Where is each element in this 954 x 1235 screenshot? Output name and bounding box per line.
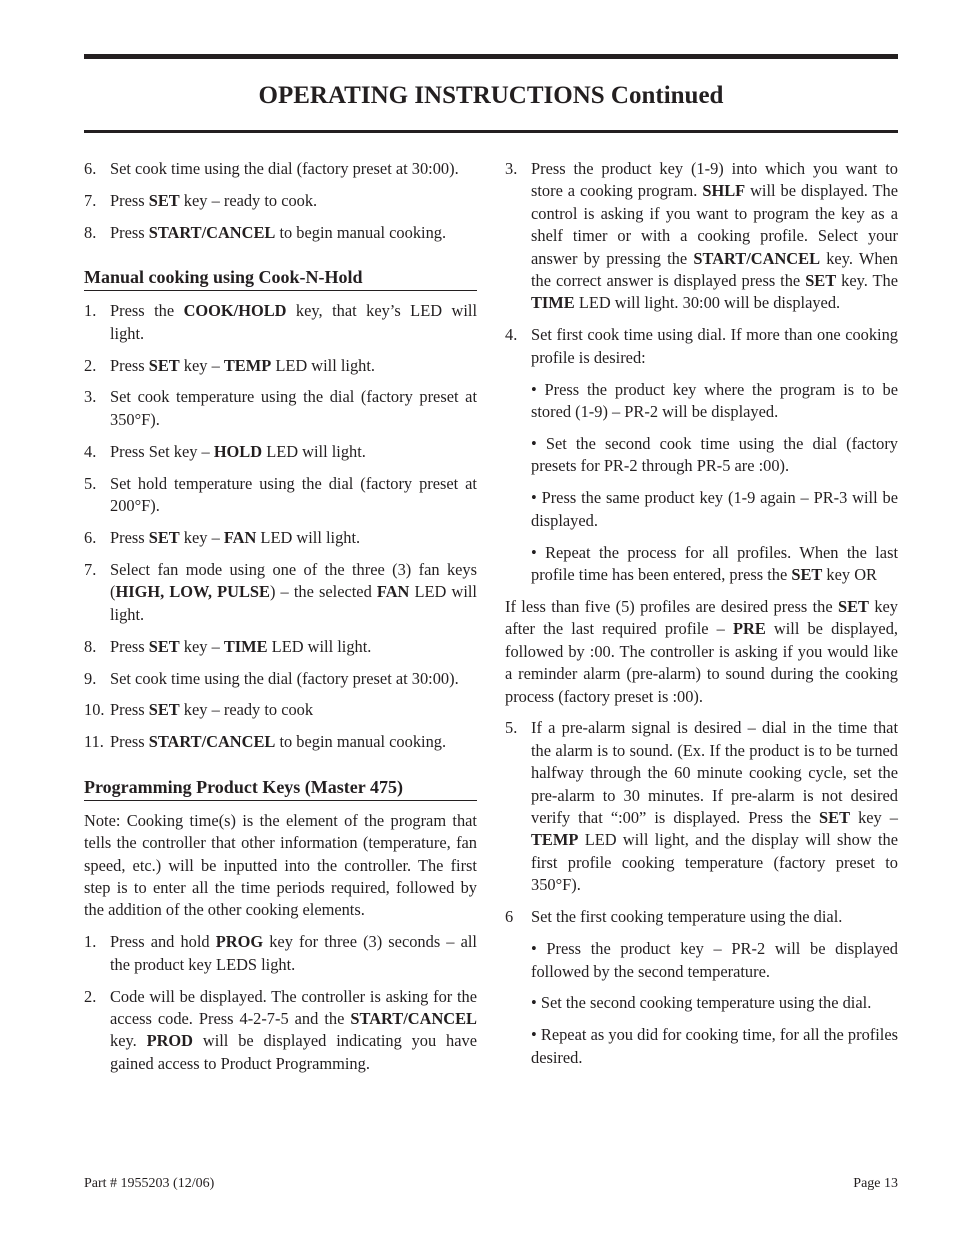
pre-alarm-paragraph xyxy=(505,596,898,708)
text-run: LED will light. xyxy=(271,355,376,375)
bold-term: HIGH, LOW, PULSE xyxy=(115,582,270,602)
item-number: 3. xyxy=(84,387,97,407)
text-run: • Set the second cook time using the dial (factory presets for PR-2 through PR-5 are :00). xyxy=(531,433,898,476)
item-number: 6 xyxy=(505,907,514,927)
text-run: ) – the selected xyxy=(269,582,377,602)
item-number: 9. xyxy=(84,668,97,688)
text-run: Set cook temperature using the dial (factory preset at 350°F). xyxy=(110,387,477,429)
right-column xyxy=(505,158,898,1079)
footer-page-number: Page 13 xyxy=(853,1176,898,1191)
list-item xyxy=(84,668,477,690)
item-number: 2. xyxy=(84,986,97,1006)
list-item xyxy=(84,931,477,976)
text-run: Press xyxy=(110,222,149,242)
item-number: 8. xyxy=(84,636,97,656)
text-run: If a pre-alarm signal is desired – dial in the time that the alarm is to sound. (Ex. If the product is to be turned halfway through the 60 minute cooking cycle, set the pre-alarm to 30 minutes. If pre-alarm is not desired verify that “:00” is displayed. Press the xyxy=(531,718,898,828)
bold-term: SET xyxy=(819,808,851,828)
list-item xyxy=(84,355,477,377)
bullet-item xyxy=(531,379,898,424)
item-number: 10. xyxy=(84,700,105,720)
item-number: 3. xyxy=(505,159,518,178)
text-run: Set first cook time using dial. If more than one cooking profile is desired: xyxy=(531,325,898,367)
bold-term: TEMP xyxy=(531,830,579,850)
text-run: Press the xyxy=(110,301,184,321)
list-item xyxy=(84,527,477,549)
text-run: key – ready to cook xyxy=(179,700,314,720)
text-run: key – xyxy=(179,527,224,547)
text-run: Set cook time using the dial (factory preset at 30:00). xyxy=(110,159,459,178)
item-number: 7. xyxy=(84,559,97,579)
bold-term: SET xyxy=(148,527,180,547)
item-text xyxy=(110,699,477,721)
header-rule-bottom xyxy=(84,130,898,133)
bold-term: TEMP xyxy=(223,355,272,375)
list-item xyxy=(84,559,477,626)
list-item xyxy=(505,158,898,315)
bullet-item xyxy=(531,1024,898,1069)
list-item xyxy=(84,190,477,212)
list-item xyxy=(84,158,477,180)
text-run: key for three (3) seconds – all the product key LEDS light. xyxy=(110,932,477,974)
item-number: 5. xyxy=(505,718,518,738)
list-item xyxy=(84,386,477,431)
list-item xyxy=(505,324,898,369)
cook-n-hold-steps xyxy=(84,300,477,754)
text-run: key – xyxy=(850,808,898,828)
text-run: key. When the correct answer is displayed press the xyxy=(531,248,899,291)
section-heading-cook-n-hold: Manual cooking using Cook-N-Hold xyxy=(84,265,477,291)
text-run: key. xyxy=(110,1031,147,1051)
item-number: 11. xyxy=(84,732,104,752)
item-number: 1. xyxy=(84,301,97,321)
item-text xyxy=(531,324,898,369)
item-text xyxy=(110,731,477,753)
text-run: • Set the second cooking temperature using the dial. xyxy=(531,993,872,1013)
bold-term: SET xyxy=(805,271,837,291)
bullet-item xyxy=(531,992,898,1014)
item-number: 6. xyxy=(84,527,97,547)
bullet-item xyxy=(531,938,898,983)
bold-term: SET xyxy=(148,636,180,656)
bold-term: HOLD xyxy=(213,441,263,461)
programming-steps xyxy=(84,931,477,1075)
text-run: key – ready to cook. xyxy=(179,190,318,210)
bold-term: START/CANCEL xyxy=(693,248,821,268)
bold-term: START/CANCEL xyxy=(148,222,276,242)
item-text xyxy=(110,441,477,463)
item-text xyxy=(110,355,477,377)
item-text xyxy=(531,158,898,315)
text-run: will be displayed, followed by :00. The controller is asking if you would like a reminder alarm (pre-alarm) to sound during the cooking process (factory preset is :00). xyxy=(505,619,898,706)
item-number: 4. xyxy=(505,325,518,345)
item-number: 8. xyxy=(84,222,97,242)
text-run: key – xyxy=(179,355,224,375)
item-text xyxy=(110,386,477,431)
text-run: key. The xyxy=(836,271,898,291)
list-item xyxy=(84,300,477,345)
text-run: Press xyxy=(110,636,149,656)
bold-term: TIME xyxy=(223,636,268,656)
bold-term: SHLF xyxy=(702,181,746,201)
text-run: Press xyxy=(110,190,149,210)
text-run: LED will light. xyxy=(262,441,366,461)
item-text xyxy=(110,527,477,549)
programming-note: Note: Cooking time(s) is the element of the program that tells the controller that other information (temperature, fan speed, etc.) will be inputted into the controller. The first step is to enter all the time periods required, followed by the addition of the other cooking elements. xyxy=(84,810,477,920)
item-number: 4. xyxy=(84,441,97,461)
text-run: LED will light. xyxy=(256,527,361,547)
page-title: OPERATING INSTRUCTIONS Continued xyxy=(258,82,724,109)
bullet-item xyxy=(531,487,898,532)
text-run: LED will light, and the display will show the first profile cooking temperature (factory preset to 350°F). xyxy=(531,830,898,895)
footer-part-number: Part # 1955203 (12/06) xyxy=(84,1176,215,1191)
text-run: key after the last required profile – xyxy=(505,596,898,639)
item-text xyxy=(531,717,898,896)
bold-term: START/CANCEL xyxy=(148,732,276,752)
list-item xyxy=(84,731,477,753)
list-item xyxy=(505,717,898,896)
list-item xyxy=(84,441,477,463)
text-run: Set hold temperature using the dial (factory preset at 200°F). xyxy=(110,473,477,516)
text-run: Set cook time using the dial (factory preset at 30:00). xyxy=(110,668,459,688)
bold-term: PROG xyxy=(215,932,264,952)
text-run: Press and hold xyxy=(110,932,216,952)
item-text xyxy=(110,636,477,658)
text-run: LED will light. 30:00 will be displayed. xyxy=(574,293,841,313)
text-run: • Press the product key – PR-2 will be displayed followed by the second temperature. xyxy=(531,939,898,981)
text-run: Press Set key – xyxy=(110,441,214,461)
list-item xyxy=(84,636,477,658)
item-text xyxy=(110,190,477,212)
text-run: to begin manual cooking. xyxy=(275,732,447,752)
bold-term: PRE xyxy=(732,619,766,639)
text-run: Press xyxy=(110,732,149,752)
list-item xyxy=(84,986,477,1076)
header-rule-top xyxy=(84,54,898,59)
text-run: will be displayed. The control is asking if you want to program the key as a shelf timer or with a cooking profile. Select your answer by pressing the xyxy=(531,181,898,268)
bold-term: FAN xyxy=(376,582,410,602)
item-text xyxy=(110,222,477,244)
item-text xyxy=(110,931,477,976)
list-item xyxy=(505,906,898,928)
item-text xyxy=(110,986,477,1076)
text-run: key – xyxy=(179,636,224,656)
text-run: LED will light. xyxy=(267,636,372,656)
text-run: Press xyxy=(110,700,149,720)
text-run: to begin manual cooking. xyxy=(275,222,447,242)
list-item xyxy=(84,222,477,244)
bold-term: SET xyxy=(148,190,180,210)
text-run: Code will be displayed. The controller is asking for the access code. Press 4-2-7-5 and the xyxy=(110,986,477,1028)
bold-term: SET xyxy=(148,700,180,720)
text-run: • Press the same product key (1-9 again – PR-3 will be displayed. xyxy=(531,488,898,530)
item-number: 7. xyxy=(84,190,97,210)
text-run: • Repeat the process for all profiles. When the last profile time has been entered, press the xyxy=(531,542,898,584)
item-text xyxy=(531,906,898,928)
bullet-item xyxy=(531,433,898,478)
bold-term: TIME xyxy=(531,293,575,313)
text-run: key OR xyxy=(822,565,877,584)
bold-term: COOK/HOLD xyxy=(183,301,287,321)
text-run: • Press the product key where the program is to be stored (1-9) – PR-2 will be displayed. xyxy=(531,379,898,422)
list-item xyxy=(84,473,477,518)
bold-term: SET xyxy=(791,565,823,584)
text-run: Set the first cooking temperature using the dial. xyxy=(531,907,843,927)
item-text xyxy=(110,559,477,626)
bold-term: FAN xyxy=(223,527,257,547)
text-run: Press the product key (1-9) into which you want to store a cooking program. xyxy=(531,159,898,201)
text-run: If less than five (5) profiles are desired press the xyxy=(505,596,838,616)
text-run: Select fan mode using one of the three (3) fan keys ( xyxy=(110,559,477,602)
bold-term: PROD xyxy=(146,1031,193,1051)
text-run: Press xyxy=(110,355,149,375)
bullet-item xyxy=(531,542,898,587)
bold-term: START/CANCEL xyxy=(350,1008,477,1028)
left-column xyxy=(84,158,477,1085)
text-run: • Repeat as you did for cooking time, for all the profiles desired. xyxy=(531,1025,898,1067)
bold-term: SET xyxy=(148,355,180,375)
item-number: 6. xyxy=(84,159,97,178)
item-text xyxy=(110,158,477,180)
bold-term: SET xyxy=(837,596,869,616)
text-run: LED will light. xyxy=(110,582,477,624)
text-run: key, that key’s LED will light. xyxy=(110,301,477,343)
item-number: 5. xyxy=(84,473,97,493)
item-number: 1. xyxy=(84,932,97,952)
item-text xyxy=(110,300,477,345)
item-number: 2. xyxy=(84,355,97,375)
list-item xyxy=(84,699,477,721)
section-heading-programming: Programming Product Keys (Master 475) xyxy=(84,775,477,801)
item-text xyxy=(110,668,477,690)
item-text xyxy=(110,473,477,518)
manual-cooking-steps-cont xyxy=(84,158,477,244)
text-run: Press xyxy=(110,527,149,547)
text-run: will be displayed indicating you have gained access to Product Programming. xyxy=(110,1031,477,1073)
